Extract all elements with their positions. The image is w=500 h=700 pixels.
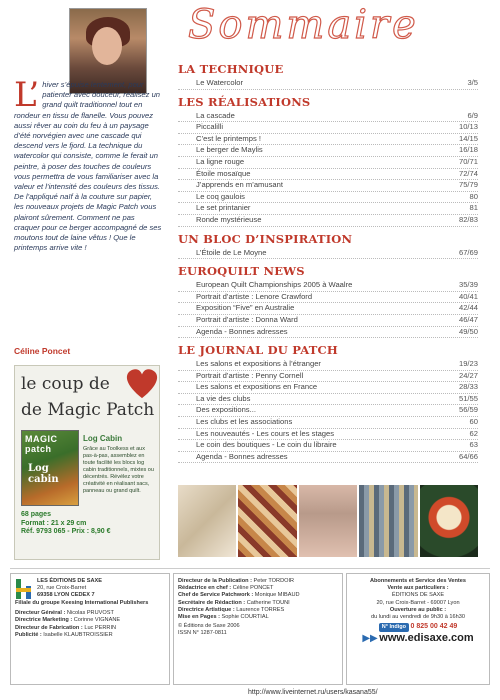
subs-subtitle: Vente aux particuliers :: [387, 585, 449, 592]
cover-subtitle: Log cabin: [28, 463, 59, 485]
credit-line: [178, 607, 338, 614]
promo-box[interactable]: [14, 365, 160, 560]
quilt-image: [299, 485, 357, 557]
toc-entry-label: Exposition “Five” en Australie: [196, 303, 295, 313]
toc-entry-label: Portrait d’artiste : Penny Cornell: [196, 370, 304, 380]
toc-entry[interactable]: [178, 394, 478, 406]
toc-entry-page: 10/13: [458, 122, 478, 132]
toc-entry-page: 51/55: [458, 393, 478, 403]
toc-entry[interactable]: [178, 429, 478, 441]
toc-entry-page: 62: [469, 428, 478, 438]
toc-entry-label: Portrait d’artiste : Donna Ward: [196, 314, 298, 324]
toc-entry[interactable]: [178, 248, 478, 260]
toc-entry[interactable]: [178, 203, 478, 215]
credit-name: Peter TORDOIR: [253, 578, 295, 584]
toc-entry-label: Étoile mosaïque: [196, 168, 251, 178]
toc-entry[interactable]: [178, 145, 478, 157]
toc-entry[interactable]: [178, 405, 478, 417]
toc-entry-page: 19/23: [458, 359, 478, 369]
toc-entry[interactable]: [178, 417, 478, 429]
credit-line: [178, 578, 338, 585]
staff-list: [15, 610, 165, 639]
website-icon: ▶▶: [362, 633, 378, 645]
toc-entry-page: 6/9: [467, 110, 478, 120]
copyright: © Éditions de Saxe 2006: [178, 623, 240, 630]
credit-role: Directeur de la Publication :: [178, 578, 254, 584]
toc-entry-page: 3/5: [467, 78, 478, 87]
toc-entry[interactable]: [178, 371, 478, 383]
toc-entry-label: La cascade: [196, 110, 235, 120]
toc-entry-label: Les nouveautés - Les cours et les stages: [196, 428, 335, 438]
publisher-address: 20, rue Croix-Barret: [37, 585, 87, 592]
toc-entry-label: Agenda - Bonnes adresses: [196, 451, 288, 461]
credit-line: [15, 632, 165, 639]
toc-section-title: LE JOURNAL DU PATCH: [178, 343, 338, 358]
credit-role: Rédactrice en chef :: [178, 585, 233, 592]
credit-role: Mise en Pages :: [178, 614, 222, 621]
toc-entry-page: 80: [469, 191, 478, 201]
credit-role: Directeur de Fabrication :: [15, 624, 85, 631]
credit-role: Directrice Marketing :: [15, 617, 74, 624]
page-title: Sommaire: [188, 2, 419, 48]
toc-entry[interactable]: [178, 157, 478, 169]
credit-role: Chef de Service Patchwork :: [178, 592, 255, 599]
editor-signature: Céline Poncet: [14, 346, 71, 356]
toc-entry-page: 72/74: [458, 168, 478, 178]
subs-address: 20, rue Croix-Barret - 69007 Lyon: [376, 599, 460, 606]
toc-section-title: UN BLOC D’INSPIRATION: [178, 231, 353, 246]
toc-entry-label: Piccalilli: [196, 122, 224, 132]
toc-entry[interactable]: [178, 280, 478, 292]
credit-line: [178, 600, 338, 607]
open-title: Ouverture au public :: [389, 606, 447, 613]
toc-entry-label: Ronde mystérieuse: [196, 214, 262, 224]
toc-entry[interactable]: [178, 134, 478, 146]
toc-entry-page: 14/15: [458, 133, 478, 143]
publisher-block: [10, 573, 170, 685]
toc-entry[interactable]: [178, 122, 478, 134]
credit-line: [15, 610, 165, 617]
toc-entry-page: 67/69: [458, 247, 478, 257]
credit-name: Luc PERRIN: [84, 624, 117, 631]
promo-title-line2: de Magic Patch: [21, 400, 155, 420]
credit-name: Catherine TOUNI: [246, 599, 290, 606]
credit-line: [178, 585, 338, 592]
toc-entry[interactable]: [178, 292, 478, 304]
toc-entry-page: 35/39: [458, 280, 478, 290]
publisher-group: Filiale du groupe Keesing International Publishers: [15, 600, 149, 606]
credit-line: [15, 625, 165, 632]
publisher-name: LES ÉDITIONS DE SAXE: [37, 578, 102, 584]
toc-entry-label: Le coin des boutiques - Le coin du libraire: [196, 440, 337, 450]
promo-pages: 68 pages: [21, 511, 51, 518]
toc-entry[interactable]: [178, 180, 478, 192]
toc-entry-label: Portrait d’artiste : Lenore Crawford: [196, 291, 313, 301]
dropcap: L’: [14, 75, 40, 115]
credit-name: Monique MIBAUD: [254, 592, 300, 599]
intro-paragraph: hiver s’épuise lentement, pour patienter avec douceur, réalisez un grand quilt traditionnel tout en rondeur en tissu de flanelle. Vous pouvez aussi rêver au coin du feu à un paysage d’été norvégien avec une cascade qui descend vers le fjord. La technique du watercolor qui consiste, comme le ferait un peintre, à poser des touches de couleurs vous permettra de vous familiariser avec la valeur et l’intensité des couleurs des tissus. De l’appliqué naïf à la couture sur papier, les nouveaux projets de Magic Patch vous plairont sûrement. Comment ne pas craquer pour ce berger accompagné de ses moutons tout de laine vêtus ! Que le printemps arrive vite !: [14, 80, 162, 253]
toc-entry-page: 75/79: [458, 180, 478, 190]
toc-entry-page: 40/41: [458, 291, 478, 301]
toc-entry[interactable]: [178, 315, 478, 327]
toc-entry-page: 60: [469, 417, 478, 427]
toc-entry-label: C’est le printemps !: [196, 133, 261, 143]
toc-entry[interactable]: [178, 215, 478, 227]
toc-entry-page: 70/71: [458, 156, 478, 166]
issn: ISSN N° 1287-0811: [178, 630, 227, 637]
toc-entry-label: Le coq gaulois: [196, 191, 245, 201]
promo-subtitle: Log Cabin: [83, 434, 123, 443]
credit-name: Sophie COURTIAL: [221, 614, 269, 621]
credit-line: [178, 614, 338, 621]
toc-entry-label: Le berger de Maylis: [196, 145, 263, 155]
quilt-image: [178, 485, 236, 557]
credit-role: Directeur Général :: [15, 610, 67, 617]
credit-line: [178, 592, 338, 599]
toc-entry[interactable]: [178, 192, 478, 204]
credit-name: Isabelle KLAUBTROISSIER: [43, 631, 113, 638]
subs-publisher: ÉDITIONS DE SAXE: [391, 592, 445, 599]
toc-entry-label: European Quilt Championships 2005 à Waalre: [196, 280, 353, 290]
publisher-logo-icon: [15, 578, 33, 600]
credit-role: Directrice Artistique :: [178, 606, 237, 613]
quilt-images: [178, 485, 478, 557]
website-link[interactable]: www.edisaxe.com: [379, 632, 474, 645]
promo-ref: Réf. 9793 065 - Prix : 8,90 €: [21, 528, 111, 535]
subs-title: Abonnements et Service des Ventes: [369, 578, 467, 584]
toc-section-title: EUROQUILT NEWS: [178, 264, 305, 279]
table-of-contents: [178, 62, 478, 463]
toc-entry[interactable]: [178, 78, 478, 90]
promo-description: Grâce au Toolkess et aux pas-à-pas, assemblez en toute facilité les blocs log cabin traditionnels, mixtes ou décentrés. Révélez votre créativité en réalisant sacs, panneau ou grand quilt.: [83, 446, 154, 494]
toc-entry-label: J’apprends en m’amusant: [196, 180, 283, 190]
toc-entry-label: La ligne rouge: [196, 156, 245, 166]
subscriptions-block: [346, 573, 490, 685]
source-url[interactable]: http://www.liveinternet.ru/users/kasana55/: [248, 689, 378, 696]
toc-entry-page: 16/18: [458, 145, 478, 155]
toc-entry-page: 46/47: [458, 314, 478, 324]
open-hours: du lundi au vendredi de 9h30 à 16h30: [371, 614, 465, 621]
toc-entry-page: 82/83: [458, 214, 478, 224]
toc-section-title: LES RÉALISATIONS: [178, 94, 311, 109]
toc-entry-page: 24/27: [458, 370, 478, 380]
heart-icon: [123, 366, 161, 400]
toc-entry-page: 64/66: [458, 451, 478, 461]
quilt-image: [420, 485, 478, 557]
toc-entry[interactable]: [178, 303, 478, 315]
credit-name: Laurence TORRES: [236, 606, 285, 613]
editorial-text: [14, 75, 162, 253]
quilt-image: [359, 485, 417, 557]
promo-format: Format : 21 x 29 cm: [21, 519, 87, 527]
editorial-list: [178, 578, 338, 621]
indigo-badge: N° Indigo: [379, 623, 409, 632]
toc-entry[interactable]: [178, 359, 478, 371]
toc-entry-page: 56/59: [458, 405, 478, 415]
credit-name: Nicolas PRUVOST: [66, 610, 114, 617]
toc-entry[interactable]: [178, 169, 478, 181]
credit-role: Secrétaire de Rédaction :: [178, 599, 247, 606]
toc-entry[interactable]: [178, 111, 478, 123]
toc-entry[interactable]: [178, 440, 478, 452]
quilt-image: [238, 485, 296, 557]
toc-entry-label: Le set printanier: [196, 203, 251, 213]
toc-entry-label: Des expositions...: [196, 405, 256, 415]
toc-entry-label: Les salons et expositions à l’étranger: [196, 359, 321, 369]
publisher-city: 69358 LYON CEDEX 7: [37, 592, 95, 599]
toc-entry[interactable]: [178, 382, 478, 394]
toc-section-title: LA TECHNIQUE: [178, 62, 284, 76]
magazine-cover[interactable]: [21, 430, 79, 506]
toc-entry-page: 49/50: [458, 326, 478, 336]
credit-name: Céline PONCET: [232, 585, 274, 592]
toc-entry-label: Agenda - Bonnes adresses: [196, 326, 288, 336]
promo-title-line1: le coup de: [21, 374, 110, 394]
phone-number[interactable]: 0 825 00 42 49: [410, 623, 458, 631]
credit-name: Corinne VIGNANE: [73, 617, 121, 624]
toc-entry-page: 81: [469, 203, 478, 213]
editorial-block: [173, 573, 343, 685]
toc-entry-label: La vie des clubs: [196, 393, 251, 403]
toc-entry[interactable]: [178, 452, 478, 464]
toc-entry[interactable]: [178, 327, 478, 339]
toc-entry-label: Les salons et expositions en France: [196, 382, 318, 392]
credit-line: [15, 617, 165, 624]
toc-entry-label: Le Watercolor: [196, 78, 243, 87]
toc-entry-label: Les clubs et les associations: [196, 417, 293, 427]
cover-title: MAGIC patch: [25, 434, 58, 454]
toc-entry-page: 42/44: [458, 303, 478, 313]
credit-role: Publicité :: [15, 631, 44, 638]
promo-details: [21, 511, 111, 537]
toc-entry-label: L’Étoile de Le Moyne: [196, 247, 267, 257]
colophon: [10, 568, 490, 686]
toc-entry-page: 63: [469, 440, 478, 450]
toc-entry-page: 28/33: [458, 382, 478, 392]
